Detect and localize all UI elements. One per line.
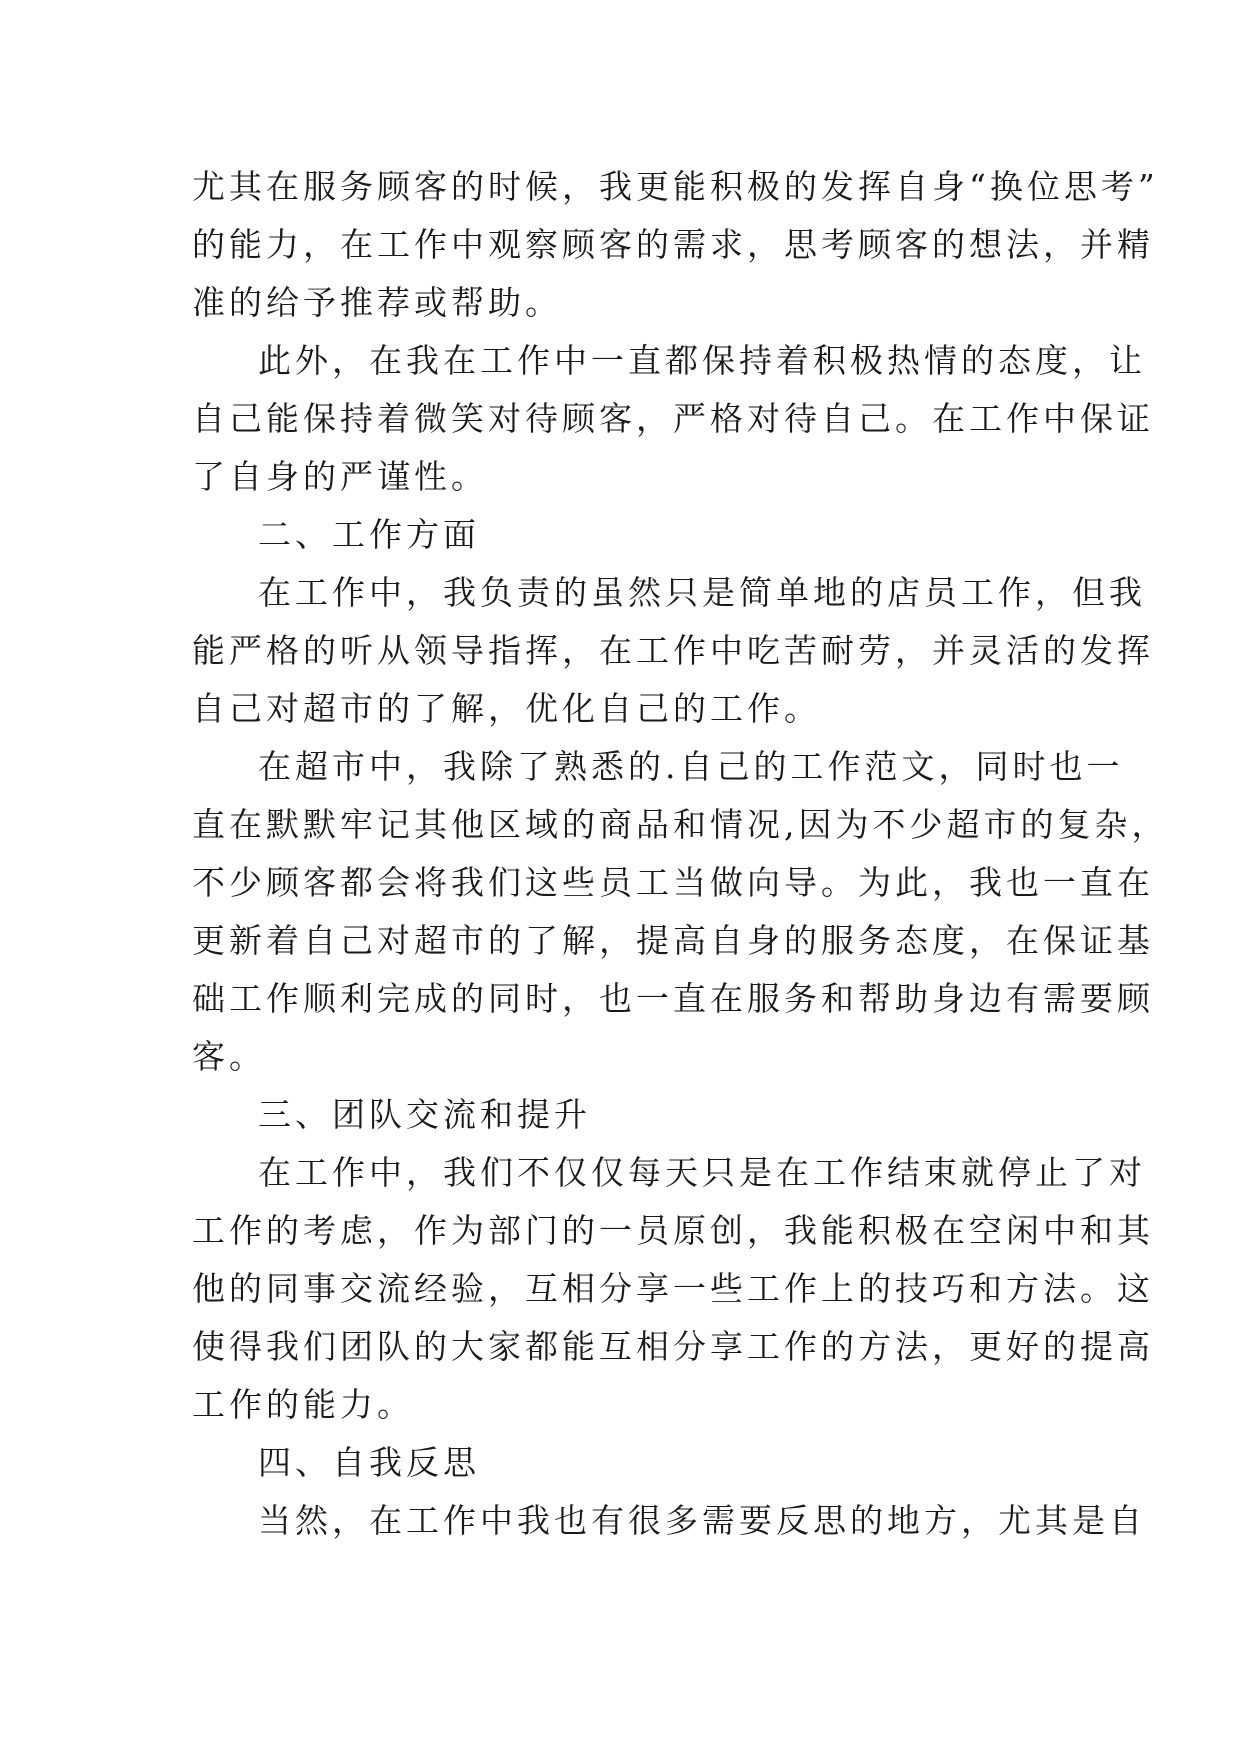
text-line: 础工作顺利完成的同时，也一直在服务和帮助身边有需要顾 <box>192 979 1154 1018</box>
text-line: 的能力，在工作中观察顾客的需求，思考顾客的想法，并精 <box>192 225 1154 264</box>
text-line: 自己对超市的了解，优化自己的工作。 <box>192 689 821 728</box>
text-line: 直在默默牢记其他区域的商品和情况,因为不少超市的复杂， <box>192 805 1169 844</box>
text-line: 客。 <box>192 1037 266 1076</box>
text-line: 工作的能力。 <box>192 1385 414 1424</box>
paragraph-first-line: 当然，在工作中我也有很多需要反思的地方，尤其是自 <box>258 1501 1146 1540</box>
text-line: 准的给予推荐或帮助。 <box>192 283 562 322</box>
document-body <box>192 158 1169 1550</box>
text-line: 能严格的听从领导指挥，在工作中吃苦耐劳，并灵活的发挥 <box>192 631 1154 670</box>
section-heading: 四、自我反思 <box>258 1443 480 1482</box>
text-line: 尤其在服务顾客的时候，我更能积极的发挥自身“换位思考” <box>192 167 1159 206</box>
paragraph-first-line: 在工作中，我负责的虽然只是简单地的店员工作，但我 <box>258 573 1146 612</box>
text-line: 不少顾客都会将我们这些员工当做向导。为此，我也一直在 <box>192 863 1154 902</box>
text-line: 更新着自己对超市的了解，提高自身的服务态度，在保证基 <box>192 921 1154 960</box>
text-line: 自己能保持着微笑对待顾客，严格对待自己。在工作中保证 <box>192 399 1154 438</box>
paragraph-first-line: 此外，在我在工作中一直都保持着积极热情的态度，让 <box>258 341 1146 380</box>
text-line: 使得我们团队的大家都能互相分享工作的方法，更好的提高 <box>192 1327 1154 1366</box>
section-heading: 三、团队交流和提升 <box>258 1095 591 1134</box>
section-heading: 二、工作方面 <box>258 515 480 554</box>
text-line: 工作的考虑，作为部门的一员原创，我能积极在空闲中和其 <box>192 1211 1154 1250</box>
paragraph-first-line: 在超市中，我除了熟悉的.自己的工作范文，同时也一 <box>258 747 1124 786</box>
paragraph-first-line: 在工作中，我们不仅仅每天只是在工作结束就停止了对 <box>258 1153 1146 1192</box>
text-line: 了自身的严谨性。 <box>192 457 488 496</box>
text-line: 他的同事交流经验，互相分享一些工作上的技巧和方法。这 <box>192 1269 1154 1308</box>
